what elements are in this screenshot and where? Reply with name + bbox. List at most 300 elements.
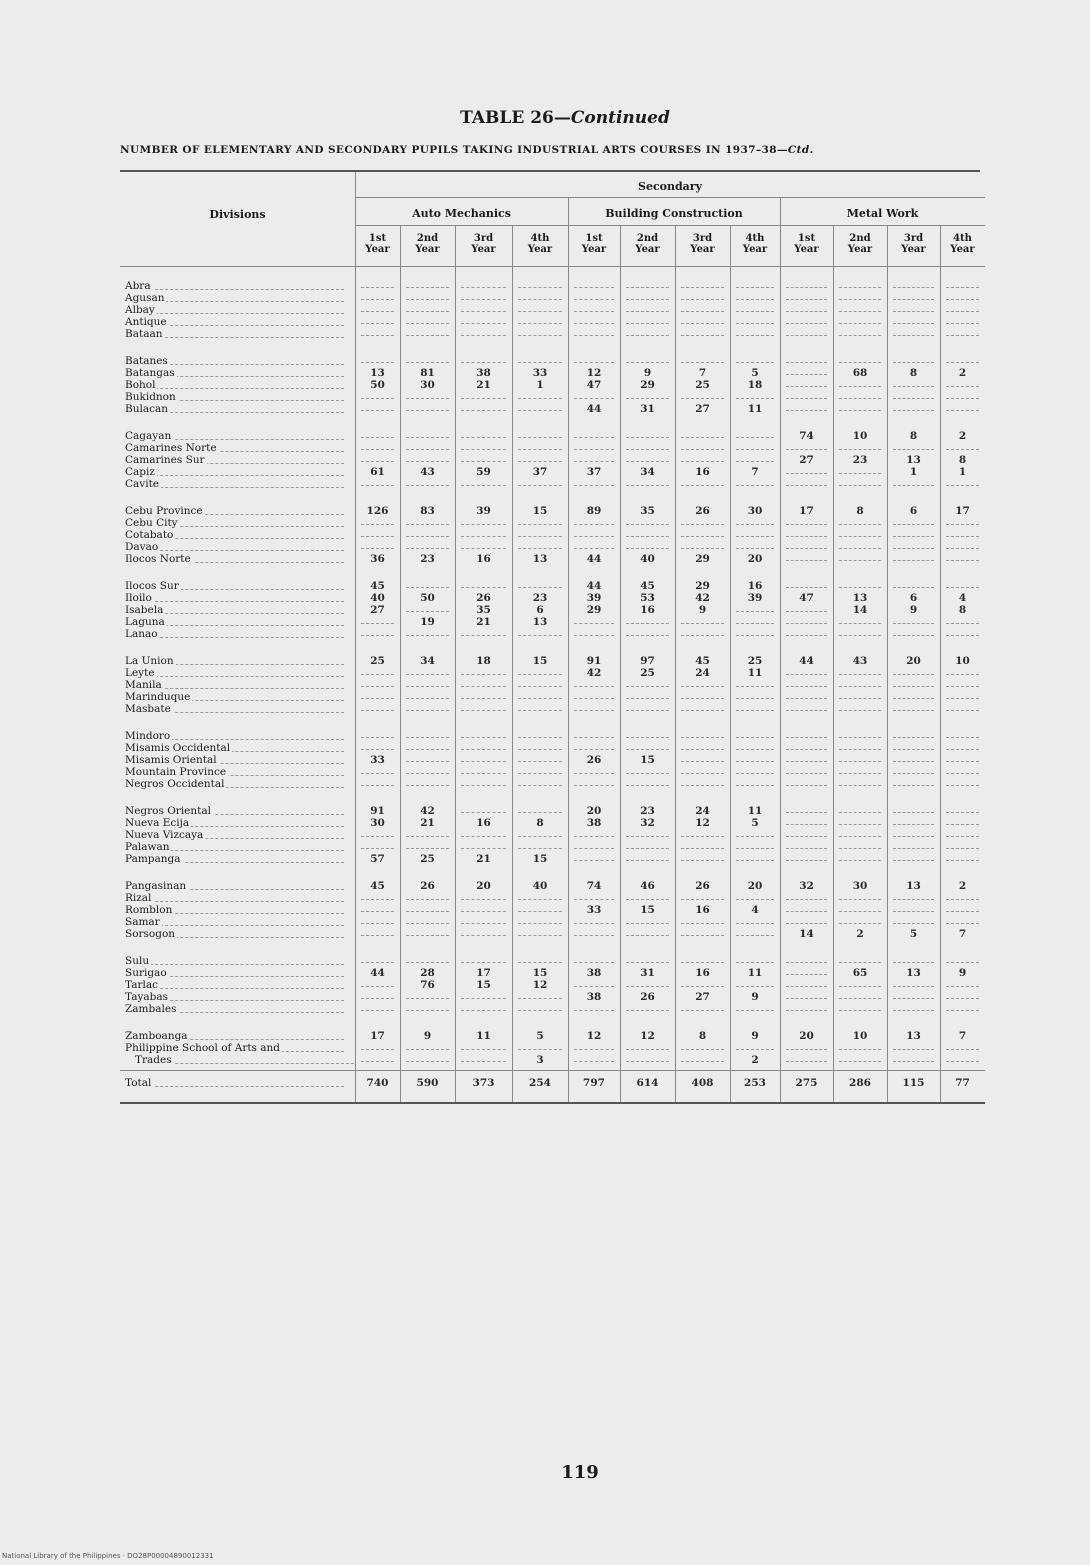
value-cell: 12 (586, 367, 602, 379)
empty-cell-dash (574, 461, 614, 462)
division-label: Mindoro (125, 730, 171, 742)
value-cell: 44 (586, 553, 602, 565)
value-cell: 77 (955, 1077, 970, 1089)
value-cell: 20 (586, 805, 602, 817)
empty-cell-dash (839, 698, 881, 699)
empty-cell-dash (406, 899, 449, 900)
empty-cell-dash (518, 962, 562, 963)
value-cell: 26 (586, 754, 602, 766)
empty-cell-dash (893, 824, 934, 825)
empty-cell-dash (839, 386, 881, 387)
empty-cell-dash (406, 686, 449, 687)
empty-cell-dash (946, 911, 979, 912)
empty-cell-dash (736, 785, 774, 786)
year-header: 4th Year (950, 233, 975, 255)
empty-cell-dash (786, 299, 827, 300)
value-cell: 15 (532, 853, 548, 865)
value-cell: 126 (366, 505, 389, 517)
empty-cell-dash (361, 623, 394, 624)
value-cell: 7 (698, 367, 707, 379)
value-cell: 286 (849, 1077, 871, 1089)
empty-cell-dash (361, 698, 394, 699)
empty-cell-dash (839, 323, 881, 324)
empty-cell-dash (893, 773, 934, 774)
empty-cell-dash (839, 899, 881, 900)
empty-cell-dash (736, 935, 774, 936)
value-cell: 40 (640, 553, 655, 565)
empty-cell-dash (893, 899, 934, 900)
value-cell: 13 (532, 616, 548, 628)
empty-cell-dash (946, 1061, 979, 1062)
empty-cell-dash (681, 860, 724, 861)
year-header: 2nd Year (415, 233, 440, 255)
column-divider (780, 198, 781, 1102)
empty-cell-dash (518, 761, 562, 762)
division-label: Cavite (125, 478, 160, 490)
empty-cell-dash (626, 485, 669, 486)
value-cell: 4 (751, 904, 759, 916)
empty-cell-dash (574, 962, 614, 963)
value-cell: 13 (906, 1030, 921, 1042)
empty-cell-dash (839, 686, 881, 687)
empty-cell-dash (893, 962, 934, 963)
value-cell: 26 (695, 880, 710, 892)
empty-cell-dash (946, 335, 979, 336)
empty-cell-dash (786, 923, 827, 924)
empty-cell-dash (786, 287, 827, 288)
empty-cell-dash (406, 674, 449, 675)
empty-cell-dash (786, 374, 827, 375)
empty-cell-dash (786, 623, 827, 624)
empty-cell-dash (574, 686, 614, 687)
division-label: Iloilo (125, 592, 152, 604)
division-label: Philippine School of Arts and (125, 1042, 281, 1054)
empty-cell-dash (461, 761, 506, 762)
empty-cell-dash (736, 710, 774, 711)
empty-cell-dash (406, 836, 449, 837)
empty-cell-dash (461, 911, 506, 912)
value-cell: 81 (420, 367, 435, 379)
empty-cell-dash (839, 812, 881, 813)
empty-cell-dash (406, 449, 449, 450)
empty-cell-dash (946, 773, 979, 774)
division-label: Camarines Norte (125, 442, 217, 454)
empty-cell-dash (518, 998, 562, 999)
value-cell: 25 (370, 655, 385, 667)
value-cell: 16 (476, 553, 491, 565)
empty-cell-dash (626, 836, 669, 837)
empty-cell-dash (946, 824, 979, 825)
empty-cell-dash (893, 1061, 934, 1062)
empty-cell-dash (893, 737, 934, 738)
empty-cell-dash (406, 437, 449, 438)
empty-cell-dash (461, 812, 506, 813)
empty-cell-dash (626, 635, 669, 636)
empty-cell-dash (681, 773, 724, 774)
empty-cell-dash (574, 623, 614, 624)
empty-cell-dash (839, 623, 881, 624)
empty-cell-dash (518, 287, 562, 288)
empty-cell-dash (626, 749, 669, 750)
year-header: 4th Year (742, 233, 768, 255)
value-cell: 13 (906, 967, 921, 979)
empty-cell-dash (736, 761, 774, 762)
empty-cell-dash (518, 323, 562, 324)
empty-cell-dash (461, 785, 506, 786)
value-cell: 17 (476, 967, 491, 979)
empty-cell-dash (361, 437, 394, 438)
empty-cell-dash (736, 299, 774, 300)
value-cell: 1 (536, 379, 544, 391)
value-cell: 45 (640, 580, 655, 592)
division-label: Trades (135, 1054, 172, 1066)
empty-cell-dash (406, 461, 449, 462)
division-label: Masbate (125, 703, 171, 715)
division-label: Palawan (125, 841, 170, 853)
empty-cell-dash (946, 548, 979, 549)
empty-cell-dash (946, 587, 979, 588)
empty-cell-dash (736, 311, 774, 312)
empty-cell-dash (946, 536, 979, 537)
value-cell: 254 (529, 1077, 551, 1089)
empty-cell-dash (839, 1061, 881, 1062)
empty-cell-dash (893, 986, 934, 987)
value-cell: 25 (640, 667, 655, 679)
value-cell: 6 (909, 592, 918, 604)
empty-cell-dash (626, 299, 669, 300)
empty-cell-dash (893, 587, 934, 588)
empty-cell-dash (361, 524, 394, 525)
empty-cell-dash (681, 323, 724, 324)
value-cell: 6 (909, 505, 918, 517)
division-label: Misamis Occidental (125, 742, 231, 754)
empty-cell-dash (736, 836, 774, 837)
empty-cell-dash (461, 836, 506, 837)
value-cell: 7 (958, 1030, 967, 1042)
empty-cell-dash (518, 848, 562, 849)
value-cell: 11 (476, 1030, 491, 1042)
empty-cell-dash (681, 899, 724, 900)
division-name (125, 478, 350, 491)
year-header: 3rd Year (471, 233, 496, 255)
empty-cell-dash (681, 287, 724, 288)
division-name (125, 928, 350, 941)
secondary-underline (355, 197, 985, 198)
empty-cell-dash (786, 773, 827, 774)
value-cell: 20 (747, 880, 763, 892)
empty-cell-dash (361, 962, 394, 963)
value-cell: 16 (695, 904, 710, 916)
empty-cell-dash (893, 398, 934, 399)
empty-cell-dash (518, 698, 562, 699)
group-header: Metal Work (846, 207, 919, 220)
division-label: Nueva Vizcaya (125, 829, 204, 841)
total-rule (120, 1070, 985, 1071)
value-cell: 12 (586, 1030, 602, 1042)
value-cell: 18 (747, 379, 763, 391)
empty-cell-dash (518, 548, 562, 549)
empty-cell-dash (786, 848, 827, 849)
empty-cell-dash (406, 935, 449, 936)
empty-cell-dash (839, 299, 881, 300)
empty-cell-dash (786, 311, 827, 312)
division-label: Misamis Oriental (125, 754, 217, 766)
value-cell: 9 (643, 367, 652, 379)
empty-cell-dash (681, 923, 724, 924)
year-header: 2nd Year (635, 233, 660, 255)
empty-cell-dash (946, 623, 979, 624)
value-cell: 8 (909, 430, 918, 442)
division-name (125, 1003, 350, 1016)
empty-cell-dash (461, 287, 506, 288)
empty-cell-dash (736, 899, 774, 900)
empty-cell-dash (406, 761, 449, 762)
table-title: TABLE 26—Continued (460, 108, 670, 128)
value-cell: 15 (476, 979, 491, 991)
empty-cell-dash (893, 560, 934, 561)
value-cell: 2 (958, 367, 967, 379)
empty-cell-dash (406, 524, 449, 525)
empty-cell-dash (786, 560, 827, 561)
empty-cell-dash (518, 737, 562, 738)
empty-cell-dash (839, 848, 881, 849)
empty-cell-dash (626, 287, 669, 288)
value-cell: 9 (909, 604, 918, 616)
value-cell: 50 (420, 592, 435, 604)
empty-cell-dash (626, 524, 669, 525)
empty-cell-dash (736, 536, 774, 537)
empty-cell-dash (626, 1010, 669, 1011)
empty-cell-dash (361, 674, 394, 675)
empty-cell-dash (626, 362, 669, 363)
value-cell: 83 (420, 505, 435, 517)
page-number: 119 (561, 1462, 599, 1483)
empty-cell-dash (406, 398, 449, 399)
empty-cell-dash (406, 335, 449, 336)
empty-cell-dash (626, 437, 669, 438)
value-cell: 53 (640, 592, 655, 604)
empty-cell-dash (736, 398, 774, 399)
value-cell: 43 (420, 466, 435, 478)
value-cell: 32 (640, 817, 655, 829)
empty-cell-dash (361, 449, 394, 450)
empty-cell-dash (518, 485, 562, 486)
division-label: Agusan (125, 292, 165, 304)
empty-cell-dash (574, 836, 614, 837)
empty-cell-dash (461, 686, 506, 687)
value-cell: 16 (640, 604, 655, 616)
empty-cell-dash (786, 974, 827, 975)
empty-cell-dash (736, 323, 774, 324)
empty-cell-dash (461, 923, 506, 924)
value-cell: 27 (799, 454, 814, 466)
empty-cell-dash (361, 935, 394, 936)
empty-cell-dash (461, 335, 506, 336)
division-label: Romblon (125, 904, 173, 916)
empty-cell-dash (893, 449, 934, 450)
empty-cell-dash (736, 962, 774, 963)
empty-cell-dash (574, 935, 614, 936)
empty-cell-dash (361, 1049, 394, 1050)
value-cell: 91 (586, 655, 602, 667)
value-cell: 44 (586, 580, 602, 592)
empty-cell-dash (893, 536, 934, 537)
empty-cell-dash (736, 449, 774, 450)
value-cell: 43 (852, 655, 868, 667)
empty-cell-dash (681, 785, 724, 786)
value-cell: 9 (698, 604, 707, 616)
value-cell: 15 (532, 967, 548, 979)
year-header: 4th Year (527, 233, 553, 255)
value-cell: 23 (852, 454, 868, 466)
division-name (125, 1077, 350, 1090)
empty-cell-dash (574, 485, 614, 486)
empty-cell-dash (574, 362, 614, 363)
value-cell: 12 (695, 817, 710, 829)
division-label: Lanao (125, 628, 158, 640)
division-name (125, 553, 350, 566)
empty-cell-dash (736, 335, 774, 336)
empty-cell-dash (839, 986, 881, 987)
empty-cell-dash (574, 986, 614, 987)
empty-cell-dash (626, 986, 669, 987)
empty-cell-dash (361, 998, 394, 999)
empty-cell-dash (893, 623, 934, 624)
division-label: Sorsogon (125, 928, 176, 940)
value-cell: 20 (799, 1030, 814, 1042)
value-cell: 2 (958, 430, 967, 442)
empty-cell-dash (681, 1061, 724, 1062)
empty-cell-dash (786, 1061, 827, 1062)
empty-cell-dash (461, 461, 506, 462)
empty-cell-dash (681, 710, 724, 711)
empty-cell-dash (518, 461, 562, 462)
empty-cell-dash (786, 710, 827, 711)
value-cell: 27 (370, 604, 385, 616)
empty-cell-dash (574, 899, 614, 900)
empty-cell-dash (361, 311, 394, 312)
empty-cell-dash (786, 761, 827, 762)
value-cell: 23 (640, 805, 655, 817)
empty-cell-dash (681, 623, 724, 624)
empty-cell-dash (839, 473, 881, 474)
empty-cell-dash (786, 386, 827, 387)
empty-cell-dash (946, 362, 979, 363)
empty-cell-dash (946, 635, 979, 636)
empty-cell-dash (839, 836, 881, 837)
value-cell: 97 (640, 655, 655, 667)
empty-cell-dash (786, 674, 827, 675)
empty-cell-dash (574, 698, 614, 699)
empty-cell-dash (839, 674, 881, 675)
division-label: Pampanga (125, 853, 181, 865)
value-cell: 7 (958, 928, 967, 940)
empty-cell-dash (946, 986, 979, 987)
empty-cell-dash (518, 299, 562, 300)
empty-cell-dash (518, 935, 562, 936)
empty-cell-dash (681, 437, 724, 438)
empty-cell-dash (518, 398, 562, 399)
empty-cell-dash (574, 785, 614, 786)
value-cell: 27 (695, 991, 710, 1003)
value-cell: 29 (695, 580, 710, 592)
value-cell: 74 (586, 880, 602, 892)
empty-cell-dash (461, 587, 506, 588)
division-label: Pangasinan (125, 880, 187, 892)
empty-cell-dash (946, 287, 979, 288)
empty-cell-dash (893, 710, 934, 711)
empty-cell-dash (736, 524, 774, 525)
empty-cell-dash (574, 287, 614, 288)
empty-cell-dash (461, 1010, 506, 1011)
value-cell: 2 (958, 880, 967, 892)
value-cell: 3 (536, 1054, 544, 1066)
empty-cell-dash (574, 437, 614, 438)
division-label: Sulu (125, 955, 150, 967)
empty-cell-dash (518, 674, 562, 675)
empty-cell-dash (839, 548, 881, 549)
empty-cell-dash (893, 524, 934, 525)
empty-cell-dash (839, 737, 881, 738)
table-subtitle: NUMBER OF ELEMENTARY AND SECONDARY PUPILS TAKING INDUSTRIAL ARTS COURSES IN 1937–38—Ctd. (120, 144, 814, 156)
group-header: Auto Mechanics (412, 207, 511, 220)
value-cell: 38 (586, 967, 602, 979)
value-cell: 18 (476, 655, 491, 667)
empty-cell-dash (574, 323, 614, 324)
value-cell: 26 (420, 880, 435, 892)
value-cell: 57 (370, 853, 385, 865)
empty-cell-dash (893, 485, 934, 486)
value-cell: 40 (370, 592, 385, 604)
value-cell: 38 (476, 367, 491, 379)
value-cell: 45 (695, 655, 710, 667)
empty-cell-dash (461, 749, 506, 750)
value-cell: 45 (370, 580, 385, 592)
value-cell: 13 (852, 592, 868, 604)
division-label: Cagayan (125, 430, 172, 442)
empty-cell-dash (461, 398, 506, 399)
empty-cell-dash (626, 323, 669, 324)
empty-cell-dash (681, 836, 724, 837)
empty-cell-dash (574, 299, 614, 300)
value-cell: 13 (370, 367, 385, 379)
empty-cell-dash (681, 485, 724, 486)
empty-cell-dash (518, 449, 562, 450)
empty-cell-dash (461, 536, 506, 537)
division-label: Bulacan (125, 403, 168, 415)
group-underline (355, 225, 985, 226)
empty-cell-dash (518, 410, 562, 411)
empty-cell-dash (681, 761, 724, 762)
empty-cell-dash (406, 323, 449, 324)
empty-cell-dash (626, 461, 669, 462)
division-label: Rizal (125, 892, 152, 904)
empty-cell-dash (839, 335, 881, 336)
empty-cell-dash (946, 836, 979, 837)
value-cell: 115 (902, 1077, 925, 1089)
empty-cell-dash (406, 485, 449, 486)
empty-cell-dash (518, 785, 562, 786)
value-cell: 10 (852, 430, 868, 442)
empty-cell-dash (361, 1010, 394, 1011)
empty-cell-dash (946, 785, 979, 786)
empty-cell-dash (946, 698, 979, 699)
value-cell: 14 (852, 604, 868, 616)
empty-cell-dash (736, 485, 774, 486)
value-cell: 16 (695, 967, 710, 979)
empty-cell-dash (839, 824, 881, 825)
empty-cell-dash (461, 299, 506, 300)
